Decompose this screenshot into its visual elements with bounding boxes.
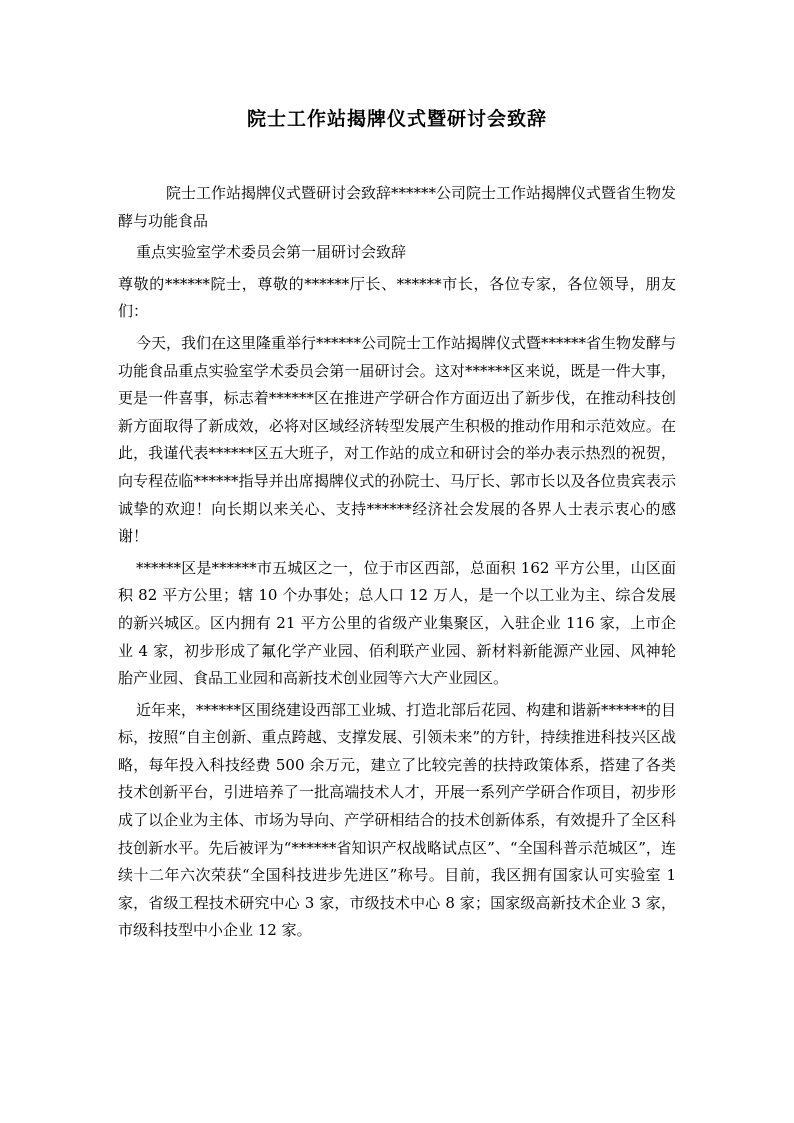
document-title: 院士工作站揭牌仪式暨研讨会致辞 xyxy=(246,108,547,130)
paragraph-tech-achievements: 近年来，******区围绕建设西部工业城、打造北部后花园、构建和谐新******的目标，按照“自主创新、重点跨越、支撑发展、引领未来”的方针，持续推进科技兴区战略，每年投入科技经费 500 余万元，建立了比较完善的扶持政策体系，搭建了各类技术创新平台，引进培养了一批高端技术人才，开展一系列产学研合作项目，初步形成了以企业为主体、市场为导向、产学研相结合的技术创新体系，有效提升了全区科技创新水平。先后被评为“******省知识产权战略试点区”、“全国科普示范城区”，连续十二年六次荣获“全国科技进步先进区”称号。目前，我区拥有国家认可实验室 1 家，省级工程技术研究中心 3 家，市级技术中心 8 家；国家级高新技术企业 3 家，市级科技型中小企业 12 家。 xyxy=(118,700,677,940)
paragraph-heading-1: 院士工作站揭牌仪式暨研讨会致辞******公司院士工作站揭牌仪式暨省生物发酵与功能食品 xyxy=(118,184,677,230)
document-body xyxy=(118,180,676,949)
paragraph-salutation: 尊敬的******院士，尊敬的******厅长、******市长，各位专家，各位领导，朋友们： xyxy=(118,274,676,321)
paragraph-opening: 今天，我们在这里隆重举行******公司院士工作站揭牌仪式暨******省生物发酵与功能食品重点实验室学术委员会第一届研讨会。这对******区来说，既是一件大事，更是一件喜事，标志着******区在推进产学研合作方面迈出了新步伐，在推动科技创新方面取得了新成效，必将对区域经济转型发展产生积极的推动作用和示范效应。在此，我谨代表******区五大班子，对工作站的成立和研讨会的举办表示热烈的祝贺，向专程莅临******指导并出席揭牌仪式的孙院士、马厅长、郭市长以及各位贵宾表示诚挚的欢迎！向长期以来关心、支持******经济社会发展的各界人士表示衷心的感谢！ xyxy=(118,333,677,546)
paragraph-heading-2: 重点实验室学术委员会第一届研讨会致辞 xyxy=(136,243,407,262)
paragraph-district-overview: ******区是******市五城区之一，位于市区西部，总面积 162 平方公里，山区面积 82 平方公里；辖 10 个办事处；总人口 12 万人，是一个以工业为主、综合发展的新兴城区。区内拥有 21 平方公里的省级产业集聚区，入驻企业 116 家，上市企业 4 家，初步形成了氟化学产业园、佰利联产业园、新材料新能源产业园、风神轮胎产业园、食品工业园和高新技术创业园等六大产业园区。 xyxy=(118,558,676,688)
